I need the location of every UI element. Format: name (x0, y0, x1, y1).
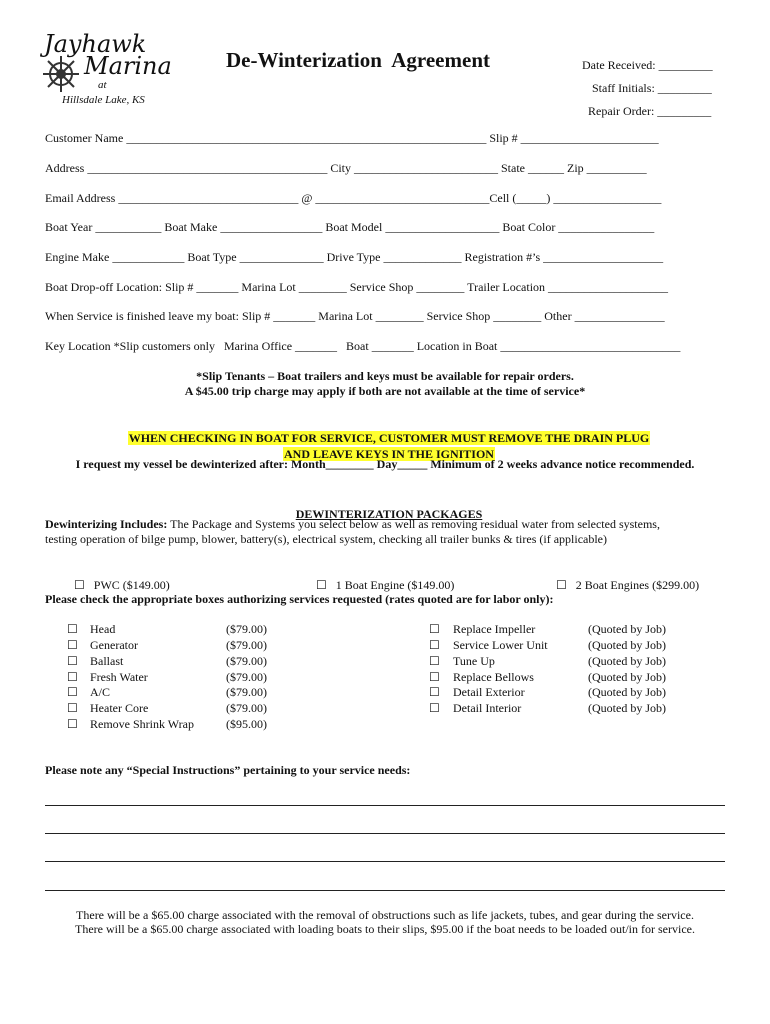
includes-text-2: testing operation of bilge pump, blower, battery(s), electrical system, checking all trailer bunks & tires (if applicable) (45, 532, 608, 546)
service-name: Replace Bellows (453, 670, 534, 684)
checkbox-icon[interactable]: ☐ (67, 685, 78, 699)
packages-heading-text: DEWINTERIZATION PACKAGES (295, 507, 483, 521)
address-row[interactable]: Address ________________________________________ City ________________________ State ______ Zip __________ (45, 161, 647, 175)
service-name: A/C (90, 685, 111, 699)
checkbox-icon[interactable]: ☐ (67, 717, 78, 731)
service-price: (Quoted by Job) (588, 638, 666, 652)
service-price: (Quoted by Job) (588, 622, 666, 636)
service-price: ($79.00) (226, 654, 267, 668)
includes-text-1: The Package and Systems you select below as well as removing residual water from selected systems, (167, 517, 660, 531)
special-instructions-heading: Please note any “Special Instructions” pertaining to your service needs: (45, 763, 411, 777)
logo-word-jayhawk: Jayhawk (44, 30, 147, 58)
checkbox-icon[interactable]: ☐ (429, 638, 440, 652)
loading-charge-note: There will be a $65.00 charge associated with loading boats to their slips, $95.00 if the boat needs to be loaded out/in for service. (75, 922, 695, 936)
service-price: (Quoted by Job) (588, 701, 666, 715)
special-instructions-line-2[interactable] (45, 833, 725, 834)
service-item-bellows[interactable] (429, 670, 440, 685)
package-option-2-engines[interactable] (550, 563, 699, 593)
service-price: (Quoted by Job) (588, 685, 666, 699)
special-instructions-line-4[interactable] (45, 890, 725, 891)
service-price: ($79.00) (226, 701, 267, 715)
checkbox-icon[interactable]: ☐ (67, 622, 78, 636)
service-name: Ballast (90, 654, 124, 668)
checkbox-icon[interactable]: ☐ (67, 638, 78, 652)
service-price: (Quoted by Job) (588, 670, 666, 684)
package-option-1-engine[interactable] (310, 563, 454, 593)
service-name: Generator (90, 638, 138, 652)
service-name: Tune Up (453, 654, 495, 668)
service-item-shrink-wrap[interactable] (67, 717, 78, 732)
dropoff-location-row[interactable]: Boat Drop-off Location: Slip # _______ Marina Lot ________ Service Shop ________ Trailer Location ____________________ (45, 280, 669, 294)
package-option-label: PWC ($149.00) (93, 578, 170, 592)
checkbox-icon[interactable]: ☐ (67, 701, 78, 715)
engine-info-row[interactable]: Engine Make ____________ Boat Type ______________ Drive Type _____________ Registration #’s ____________________ (45, 250, 664, 264)
key-location-row[interactable]: Key Location *Slip customers only Marina Office _______ Boat _______ Location in Boat ______________________________ (45, 339, 681, 353)
package-option-label: 2 Boat Engines ($299.00) (575, 578, 700, 592)
service-item-detail-exterior[interactable] (429, 685, 440, 700)
service-item-lower-unit[interactable] (429, 638, 440, 653)
repair-order-field[interactable]: Repair Order: _________ (588, 104, 712, 118)
service-item-heater-core[interactable] (67, 701, 78, 716)
package-option-pwc[interactable] (68, 563, 170, 593)
service-price: ($79.00) (226, 638, 267, 652)
date-received-field[interactable]: Date Received: _________ (582, 58, 713, 72)
checkbox-icon[interactable]: ☐ (429, 622, 440, 636)
slip-tenant-notice-1: *Slip Tenants – Boat trailers and keys must be available for repair orders. (196, 369, 574, 383)
checkbox-icon[interactable]: ☐ (429, 685, 440, 699)
leave-boat-row[interactable]: When Service is finished leave my boat: Slip # _______ Marina Lot ________ Service Shop ________ Other _______________ (45, 309, 665, 323)
service-price: ($79.00) (226, 685, 267, 699)
service-name: Remove Shrink Wrap (90, 717, 194, 731)
service-name: Fresh Water (90, 670, 148, 684)
service-item-tune-up[interactable] (429, 654, 440, 669)
service-price: ($79.00) (226, 670, 267, 684)
slip-tenant-notice-2: A $45.00 trip charge may apply if both are not available at the time of service* (184, 384, 586, 398)
special-instructions-line-1[interactable] (45, 805, 725, 806)
customer-name-row[interactable]: Customer Name ____________________________________________________________ Slip # _______________________ (45, 131, 659, 145)
service-price: (Quoted by Job) (588, 654, 666, 668)
email-row[interactable]: Email Address ______________________________ @ _____________________________Cell (_____) __________________ (45, 191, 662, 205)
checkbox-icon[interactable]: ☐ (429, 654, 440, 668)
service-item-head[interactable] (67, 622, 78, 637)
service-item-ac[interactable] (67, 685, 78, 700)
drain-plug-warning-line1: WHEN CHECKING IN BOAT FOR SERVICE, CUSTOMER MUST REMOVE THE DRAIN PLUG (128, 431, 650, 445)
checkbox-icon[interactable]: ☐ (67, 654, 78, 668)
service-name: Detail Interior (453, 701, 522, 715)
service-name: Head (90, 622, 116, 636)
dewinterize-request[interactable]: I request my vessel be dewinterized after: Month________ Day_____ Minimum of 2 weeks advance notice recommended. (75, 457, 695, 471)
checkbox-icon[interactable]: ☐ (429, 670, 440, 684)
logo-at: at (98, 79, 107, 91)
service-item-ballast[interactable] (67, 654, 78, 669)
special-instructions-line-3[interactable] (45, 861, 725, 862)
service-item-fresh-water[interactable] (67, 670, 78, 685)
service-price: ($79.00) (226, 622, 267, 636)
obstruction-charge-note: There will be a $65.00 charge associated with the removal of obstructions such as life jackets, tubes, and gear during the service. (76, 908, 694, 922)
package-includes (45, 517, 660, 532)
service-name: Replace Impeller (453, 622, 536, 636)
service-name: Service Lower Unit (453, 638, 548, 652)
drain-plug-warning-line2: AND LEAVE KEYS IN THE IGNITION (284, 447, 494, 461)
checkbox-icon[interactable]: ☐ (429, 701, 440, 715)
marina-logo (38, 28, 172, 108)
checkbox-icon[interactable]: ☐ (74, 578, 85, 592)
checkbox-icon[interactable]: ☐ (67, 670, 78, 684)
logo-location: Hillsdale Lake, KS (62, 94, 145, 106)
page-title: De-Winterization Agreement (226, 48, 490, 72)
service-name: Detail Exterior (453, 685, 525, 699)
staff-initials-field[interactable]: Staff Initials: _________ (592, 81, 712, 95)
includes-label: Dewinterizing Includes: (45, 517, 168, 531)
logo-word-marina: Marina (84, 52, 172, 80)
service-item-impeller[interactable] (429, 622, 440, 637)
service-name: Heater Core (90, 701, 149, 715)
service-item-generator[interactable] (67, 638, 78, 653)
checkbox-icon[interactable]: ☐ (556, 578, 567, 592)
package-option-label: 1 Boat Engine ($149.00) (335, 578, 455, 592)
boat-info-row[interactable]: Boat Year ___________ Boat Make _________________ Boat Model ___________________ Boat Color ________________ (45, 220, 655, 234)
service-price: ($95.00) (226, 717, 267, 731)
service-item-detail-interior[interactable] (429, 701, 440, 716)
checkbox-icon[interactable]: ☐ (316, 578, 327, 592)
services-heading: Please check the appropriate boxes authorizing services requested (rates quoted are for labor only): (45, 592, 554, 606)
ships-wheel-icon (41, 54, 81, 94)
